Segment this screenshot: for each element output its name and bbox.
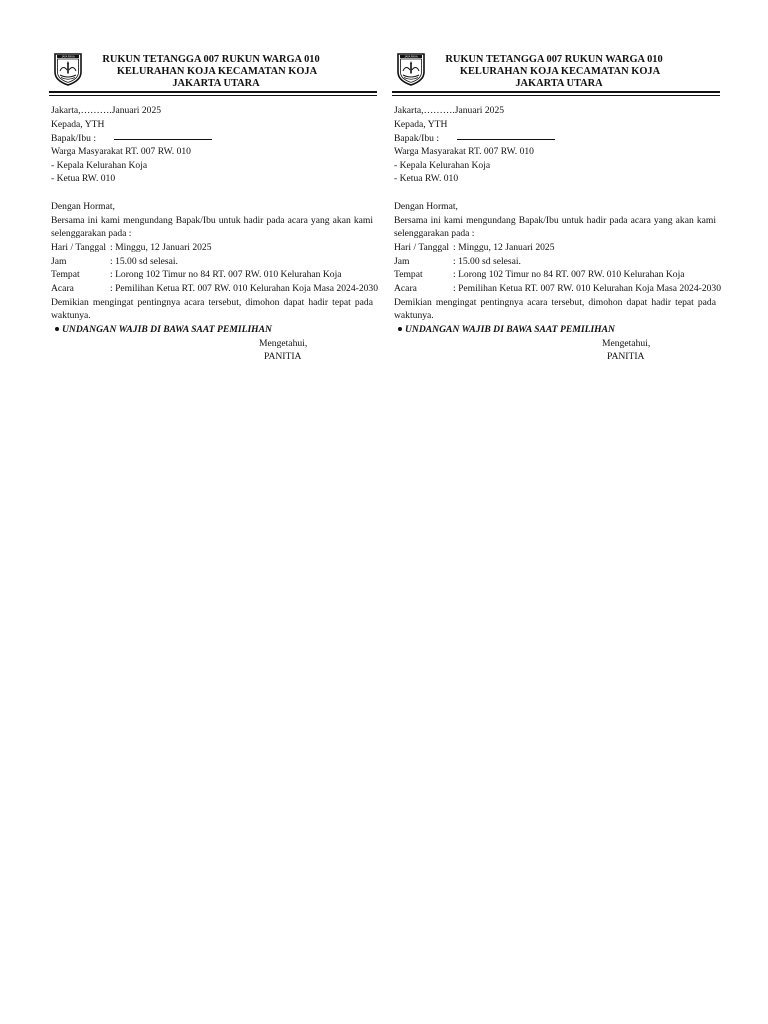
letterhead: [394, 52, 716, 90]
svg-text:JAYA RAYA: JAYA RAYA: [404, 55, 418, 59]
letter-body: [394, 104, 722, 364]
letter-date: Jakarta,……….Januari 2025: [394, 105, 505, 116]
detail-value: : Pemilihan Ketua RT. 007 RW. 010 Kelurahan Koja Masa 2024-2030: [110, 282, 379, 294]
detail-row: [51, 282, 379, 296]
detail-label: Hari / Tanggal: [51, 241, 107, 253]
mandatory-note: [55, 323, 373, 337]
letterhead-line-1: RUKUN TETANGGA 007 RUKUN WARGA 010: [445, 54, 663, 65]
recipient-group: Warga Masyarakat RT. 007 RW. 010: [394, 146, 534, 158]
detail-row: [51, 268, 373, 282]
cc-item: - Ketua RW. 010: [51, 173, 116, 185]
detail-label: Acara: [394, 282, 417, 294]
invitation-letter-right: [394, 52, 722, 364]
detail-value: : Lorong 102 Timur no 84 RT. 007 RW. 010 Kelurahan Koja: [110, 269, 342, 281]
detail-row: [51, 241, 373, 255]
header-divider-thin: [49, 95, 377, 96]
detail-label: Tempat: [394, 269, 423, 281]
letterhead-line-3: JAKARTA UTARA: [172, 78, 260, 90]
recipient-group: Warga Masyarakat RT. 007 RW. 010: [51, 146, 191, 158]
recipient-label: Bapak/Ibu :: [394, 133, 440, 145]
letterhead-title: [428, 54, 716, 91]
recipient-label: Bapak/Ibu :: [51, 133, 97, 145]
cc-item: - Kepala Kelurahan Koja: [51, 159, 148, 171]
mandatory-note-text: UNDANGAN WAJIB DI BAWA SAAT PEMILIHAN: [405, 324, 615, 336]
recipient-line: [394, 131, 716, 145]
letter-body: [51, 104, 379, 364]
detail-label: Tempat: [51, 269, 80, 281]
letterhead-line-2: KELURAHAN KOJA KECAMATAN KOJA: [116, 66, 318, 78]
cc-item: - Kepala Kelurahan Koja: [394, 159, 491, 171]
detail-value: : Minggu, 12 Januari 2025: [110, 241, 212, 253]
detail-label: Hari / Tanggal: [394, 241, 450, 253]
letterhead-title: [85, 54, 373, 91]
bullet-icon: [398, 327, 402, 331]
recipient-line: [51, 131, 373, 145]
intro-paragraph: Bersama ini kami mengundang Bapak/Ibu untuk hadir pada acara yang akan kami selenggarakan pada :: [394, 214, 716, 240]
letterhead-line-1: RUKUN TETANGGA 007 RUKUN WARGA 010: [102, 54, 320, 65]
detail-row: [394, 282, 722, 296]
cc-item: - Ketua RW. 010: [394, 173, 459, 185]
closing-paragraph: Demikian mengingat pentingnya acara tersebut, dimohon dapat hadir tepat pada waktunya.: [51, 296, 373, 322]
detail-row: [394, 268, 716, 282]
detail-value: : Minggu, 12 Januari 2025: [453, 241, 555, 253]
detail-row: [394, 241, 716, 255]
sign-name: PANITIA: [264, 351, 302, 363]
letter-addressee-intro: Kepada, YTH: [394, 118, 448, 130]
letterhead-line-2: KELURAHAN KOJA KECAMATAN KOJA: [459, 66, 661, 78]
mandatory-note-text: UNDANGAN WAJIB DI BAWA SAAT PEMILIHAN: [62, 324, 272, 336]
detail-value: : Lorong 102 Timur no 84 RT. 007 RW. 010 Kelurahan Koja: [453, 269, 685, 281]
letter-date: Jakarta,……….Januari 2025: [51, 105, 162, 116]
mandatory-note: [398, 323, 716, 337]
sign-label: Mengetahui,: [602, 337, 651, 349]
sign-name: PANITIA: [607, 351, 645, 363]
bullet-icon: [55, 327, 59, 331]
greeting: Dengan Hormat,: [394, 200, 458, 212]
svg-text:JAYA RAYA: JAYA RAYA: [61, 55, 75, 59]
invitation-letter-left: [51, 52, 379, 364]
intro-paragraph: Bersama ini kami mengundang Bapak/Ibu untuk hadir pada acara yang akan kami selenggarakan pada :: [51, 214, 373, 240]
detail-label: Jam: [51, 255, 67, 267]
letterhead-line-3: JAKARTA UTARA: [515, 78, 603, 90]
letterhead: [51, 52, 373, 90]
header-divider-thick: [392, 91, 720, 93]
greeting: Dengan Hormat,: [51, 200, 115, 212]
recipient-blank: [114, 131, 212, 140]
detail-row: [51, 255, 373, 269]
header-divider-thick: [49, 91, 377, 93]
detail-value: : 15.00 sd selesai.: [453, 255, 521, 267]
detail-row: [394, 255, 716, 269]
header-divider-thin: [392, 95, 720, 96]
detail-label: Acara: [51, 282, 74, 294]
letter-addressee-intro: Kepada, YTH: [51, 118, 105, 130]
detail-value: : Pemilihan Ketua RT. 007 RW. 010 Kelurahan Koja Masa 2024-2030: [453, 282, 722, 294]
detail-label: Jam: [394, 255, 410, 267]
closing-paragraph: Demikian mengingat pentingnya acara tersebut, dimohon dapat hadir tepat pada waktunya.: [394, 296, 716, 322]
recipient-blank: [457, 131, 555, 140]
detail-value: : 15.00 sd selesai.: [110, 255, 178, 267]
sign-label: Mengetahui,: [259, 337, 308, 349]
